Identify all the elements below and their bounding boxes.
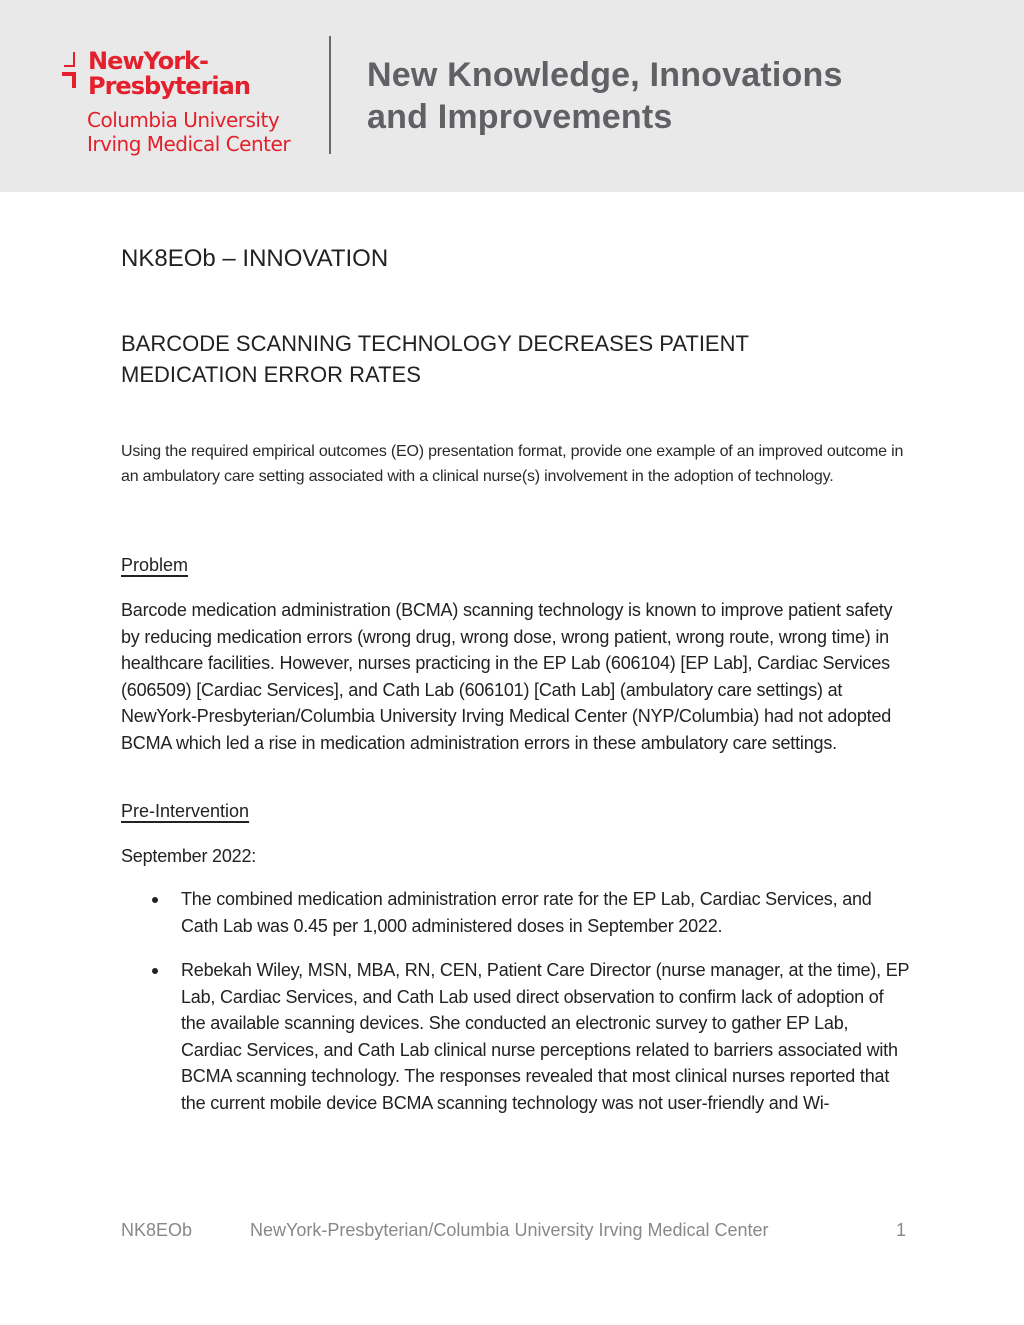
problem-heading: Problem [121,555,189,575]
document-title-line1: BARCODE SCANNING TECHNOLOGY DECREASES PATIENT [121,331,749,356]
logo-text-columbia: Columbia University [87,108,280,132]
header-title-line2: and Improvements [367,98,673,136]
logo-text-presbyterian: Presbyterian [88,72,250,100]
footer-doc-id: NK8EOb [121,1220,193,1240]
pre-intervention-date: September 2022: [121,846,257,866]
document-title [121,328,881,390]
header-divider [329,36,331,154]
footer-organization: NewYork-Presbyterian/Columbia University Irving Medical Center [250,1220,769,1240]
logo-text-irving: Irving Medical Center [87,132,291,156]
list-item-text: Rebekah Wiley, MSN, MBA, RN, CEN, Patient Care Director (nurse manager, at the time), EP Lab, Cardiac Services, and Cath Lab used direct observation to confirm lack of adoption of the available scanning devices. She conducted an electronic survey to gather EP Lab, Cardiac Services, and Cath Lab clinical nurse perceptions related to barriers associated with BCMA scanning technology. The responses revealed that most clinical nurses reported that the current mobile device BCMA scanning technology was not user-friendly and Wi- [181,960,909,1113]
header-title [367,54,843,138]
page-header [0,0,1024,192]
header-title-line1: New Knowledge, Innovations [367,56,843,94]
list-item [121,957,911,1116]
list-item [121,886,911,939]
bullet-icon [152,968,158,974]
logo-text-newyork: NewYork- [88,47,208,75]
list-item-text: The combined medication administration error rate for the EP Lab, Cardiac Services, and Cath Lab was 0.45 per 1,000 administered doses in September 2022. [181,889,872,936]
footer-page-number: 1 [895,1220,906,1240]
nyp-logo-mark-icon [60,50,82,90]
problem-body: Barcode medication administration (BCMA) scanning technology is known to improve patient safety by reducing medication errors (wrong drug, wrong dose, wrong patient, wrong route, wrong time) in healthcare facilities. However, nurses practicing in the EP Lab (606104) [EP Lab], Cardiac Services (606509) [Cardiac Services], and Cath Lab (606101) [Cath Lab] (ambulatory care settings) at NewYork-Presbyterian/Columbia University Irving Medical Center (NYP/Columbia) had not adopted BCMA which led a rise in medication administration errors in these ambulatory care settings. [121,600,893,753]
document-title-line2: MEDICATION ERROR RATES [121,362,421,387]
document-id-heading: NK8EOb – INNOVATION [121,245,389,272]
intro-prompt: Using the required empirical outcomes (EO) presentation format, provide one example of an improved outcome in an ambulatory care setting associated with a clinical nurse(s) involvement in the adoption of technology. [121,443,904,485]
pre-intervention-list [121,886,911,1134]
bullet-icon [152,897,158,903]
pre-intervention-heading: Pre-Intervention [121,801,250,821]
